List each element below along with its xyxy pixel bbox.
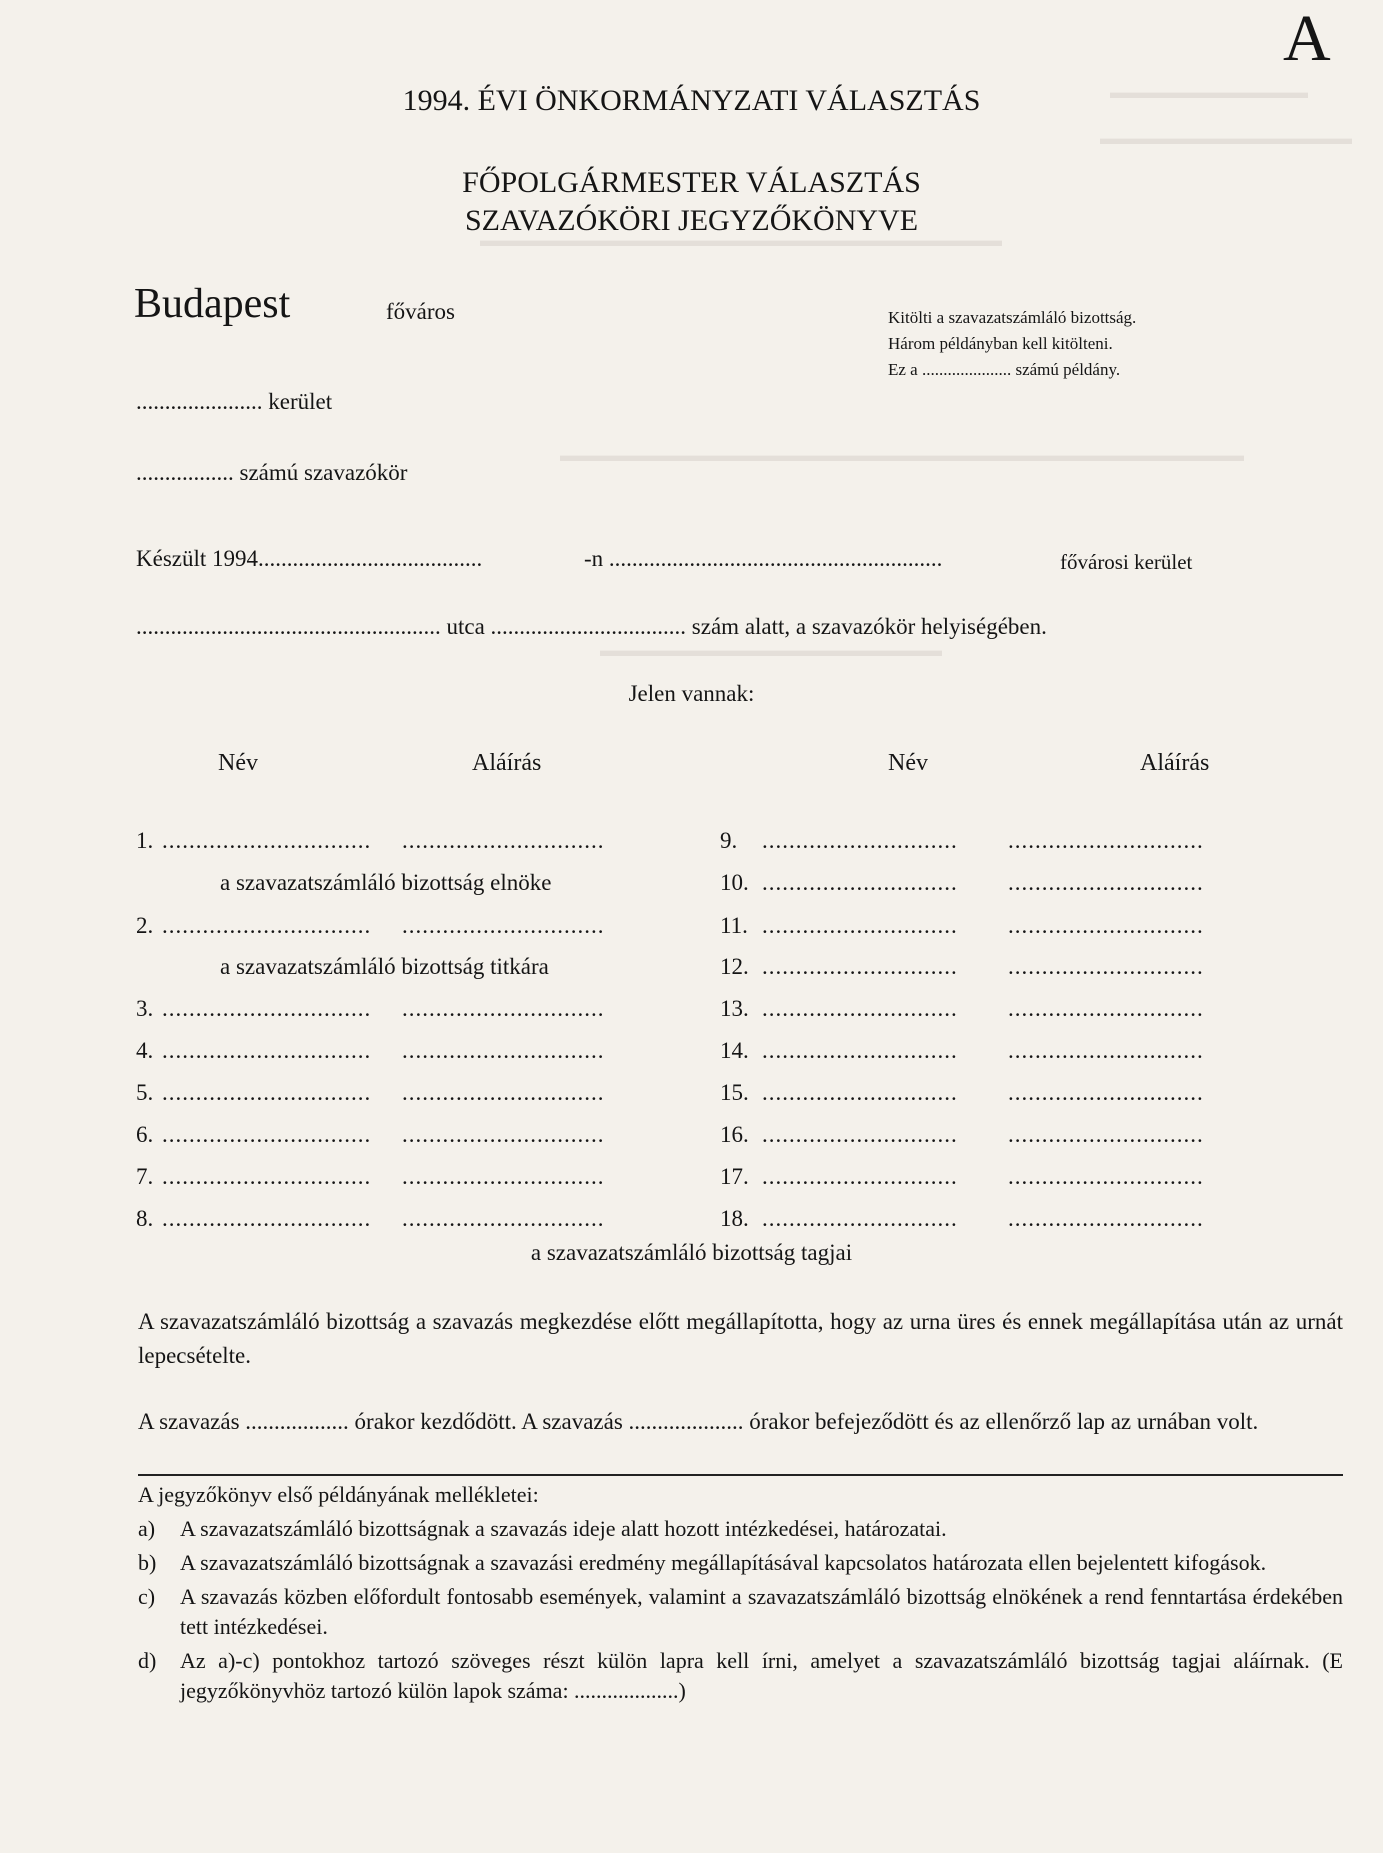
member-number: 8.	[136, 1206, 154, 1231]
member-number: 6.	[136, 1122, 154, 1147]
address-field[interactable]: ..................................................... utca .................................. szám alatt, a szavazókör helyiségében.	[136, 614, 1047, 639]
district-field[interactable]: ...................... kerület	[136, 389, 333, 414]
annex-item-text[interactable]: Az a)-c) pontokhoz tartozó szöveges részt külön lapra kell írni, amelyet a szavazatszámláló bizottság tagjai aláírnak. (E jegyzőkönyvhöz tartozó külön lapok száma: ...................)	[180, 1648, 1343, 1703]
member-number: 5.	[136, 1080, 154, 1105]
member-signature-field[interactable]: .............................	[1008, 913, 1204, 938]
date-field[interactable]: Készült 1994.......................................	[136, 546, 483, 571]
member-name-field[interactable]: ...............................	[162, 996, 372, 1021]
show-through-text: ▬▬▬▬▬▬▬▬▬▬▬▬▬▬▬▬▬▬▬▬▬▬▬▬▬▬▬▬▬	[480, 230, 1002, 250]
member-signature-field[interactable]: .............................	[1008, 828, 1204, 853]
annex-item	[138, 1548, 1343, 1578]
members-label: a szavazatszámláló bizottság tagjai	[530, 1240, 853, 1265]
member-signature-field[interactable]: ..............................	[402, 828, 605, 853]
annex-title: A jegyzőkönyv első példányának mellékletei:	[138, 1482, 539, 1507]
member-signature-field[interactable]: .............................	[1008, 1164, 1204, 1189]
annex-item-label: b)	[138, 1550, 157, 1575]
section-divider	[138, 1474, 1343, 1476]
member-name-field[interactable]: ...............................	[162, 913, 372, 938]
member-signature-field[interactable]: .............................	[1008, 1080, 1204, 1105]
column-header-name: Név	[218, 750, 258, 776]
member-number: 1.	[136, 828, 154, 853]
annex-item-label: d)	[138, 1648, 157, 1673]
member-number: 4.	[136, 1038, 154, 1063]
member-name-field[interactable]: .............................	[762, 1206, 958, 1231]
district-label: fővárosi kerület	[1060, 550, 1193, 574]
member-name-field[interactable]: ...............................	[162, 1080, 372, 1105]
member-number: 10.	[720, 870, 749, 895]
column-header-signature: Aláírás	[472, 750, 542, 776]
member-number: 7.	[136, 1164, 154, 1189]
fill-instructions	[888, 305, 1136, 383]
annex-item-label: a)	[138, 1516, 156, 1541]
page-subtitle	[0, 164, 1383, 240]
member-name-field[interactable]: .............................	[762, 1080, 958, 1105]
member-signature-field[interactable]: .............................	[1008, 1122, 1204, 1147]
annex-item	[138, 1582, 1343, 1642]
member-signature-field[interactable]: .............................	[1008, 870, 1204, 895]
member-name-field[interactable]: .............................	[762, 1122, 958, 1147]
member-name-field[interactable]: ...............................	[162, 1122, 372, 1147]
member-number: 18.	[720, 1206, 749, 1231]
member-number: 17.	[720, 1164, 749, 1189]
member-number: 9.	[720, 828, 738, 853]
copy-number-field[interactable]: Ez a ..................... számú példány.	[888, 360, 1121, 379]
form-letter-mark: A	[1283, 2, 1331, 75]
member-signature-field[interactable]: ..............................	[402, 996, 605, 1021]
member-signature-field[interactable]: .............................	[1008, 996, 1204, 1021]
member-name-field[interactable]: ...............................	[162, 1206, 372, 1231]
member-signature-field[interactable]: ..............................	[402, 1122, 605, 1147]
member-name-field[interactable]: .............................	[762, 870, 958, 895]
member-number: 14.	[720, 1038, 749, 1063]
member-name-field[interactable]: .............................	[762, 954, 958, 979]
show-through-text: ▬▬▬▬▬▬▬▬▬▬▬	[1110, 82, 1308, 102]
member-signature-field[interactable]: ..............................	[402, 913, 605, 938]
member-number: 2.	[136, 913, 154, 938]
member-number: 12.	[720, 954, 749, 979]
column-header-signature: Aláírás	[1140, 750, 1210, 776]
district-name-field[interactable]: -n ..........................................................	[584, 546, 943, 571]
chair-label: a szavazatszámláló bizottság elnöke	[220, 870, 552, 895]
show-through-text: ▬▬▬▬▬▬▬▬▬▬▬▬▬▬▬▬▬▬▬▬▬▬▬▬▬▬▬▬▬▬▬▬▬▬▬▬▬▬	[560, 445, 1244, 465]
member-signature-field[interactable]: .............................	[1008, 1038, 1204, 1063]
member-signature-field[interactable]: ..............................	[402, 1206, 605, 1231]
urn-sealed-paragraph: A szavazatszámláló bizottság a szavazás megkezdése előtt megállapította, hogy az urna üres és ennek megállapítása után az urnát lepecsételte.	[138, 1309, 1343, 1368]
member-name-field[interactable]: .............................	[762, 1038, 958, 1063]
annex-item	[138, 1646, 1343, 1706]
instruction-line: Kitölti a szavazatszámláló bizottság.	[888, 308, 1137, 327]
member-signature-field[interactable]: ..............................	[402, 1080, 605, 1105]
annex-item-text: A szavazatszámláló bizottságnak a szavazási eredmény megállapításával kapcsolatos határozata ellen bejelentett kifogások.	[180, 1550, 1267, 1575]
member-signature-field[interactable]: ..............................	[402, 1038, 605, 1063]
member-name-field[interactable]: .............................	[762, 996, 958, 1021]
annex-item-label: c)	[138, 1584, 156, 1609]
member-signature-field[interactable]: ..............................	[402, 1164, 605, 1189]
present-heading: Jelen vannak:	[628, 681, 755, 706]
member-signature-field[interactable]: .............................	[1008, 1206, 1204, 1231]
member-name-field[interactable]: .............................	[762, 1164, 958, 1189]
column-header-name: Név	[888, 750, 928, 776]
member-number: 13.	[720, 996, 749, 1021]
show-through-text: ▬▬▬▬▬▬▬▬▬▬▬▬▬▬▬▬▬▬▬	[600, 640, 942, 660]
member-number: 15.	[720, 1080, 749, 1105]
city-type: főváros	[386, 299, 455, 324]
annex-item-text: A szavazatszámláló bizottságnak a szavazás ideje alatt hozott intézkedései, határozatai.	[180, 1516, 947, 1541]
page-title: 1994. ÉVI ÖNKORMÁNYZATI VÁLASZTÁS	[402, 84, 981, 117]
city-name: Budapest	[134, 281, 291, 327]
precinct-number-field[interactable]: ................. számú szavazókör	[136, 460, 408, 485]
voting-time-paragraph[interactable]: A szavazás .................. órakor kezdődött. A szavazás .................... órakor befejeződött és az ellenőrző lap az urnában volt.	[138, 1409, 1259, 1434]
annex-list	[138, 1480, 1343, 1706]
instruction-line: Három példányban kell kitölteni.	[888, 334, 1113, 353]
member-number: 11.	[720, 913, 748, 938]
member-signature-field[interactable]: .............................	[1008, 954, 1204, 979]
member-number: 16.	[720, 1122, 749, 1147]
member-name-field[interactable]: .............................	[762, 913, 958, 938]
annex-item	[138, 1514, 1343, 1544]
member-name-field[interactable]: ...............................	[162, 828, 372, 853]
subtitle-line-2: SZAVAZÓKÖRI JEGYZŐKÖNYVE	[464, 204, 919, 237]
secretary-label: a szavazatszámláló bizottság titkára	[220, 954, 549, 979]
member-name-field[interactable]: ...............................	[162, 1038, 372, 1063]
member-number: 3.	[136, 996, 154, 1021]
subtitle-line-1: FŐPOLGÁRMESTER VÁLASZTÁS	[462, 166, 921, 199]
show-through-text: ▬▬▬▬▬▬▬▬▬▬▬▬▬▬	[1100, 128, 1352, 148]
annex-item-text: A szavazás közben előfordult fontosabb események, valamint a szavazatszámláló bizottság elnökének a rend fenntartása érdekében tett intézkedései.	[180, 1584, 1343, 1639]
member-name-field[interactable]: .............................	[762, 828, 958, 853]
member-name-field[interactable]: ...............................	[162, 1164, 372, 1189]
